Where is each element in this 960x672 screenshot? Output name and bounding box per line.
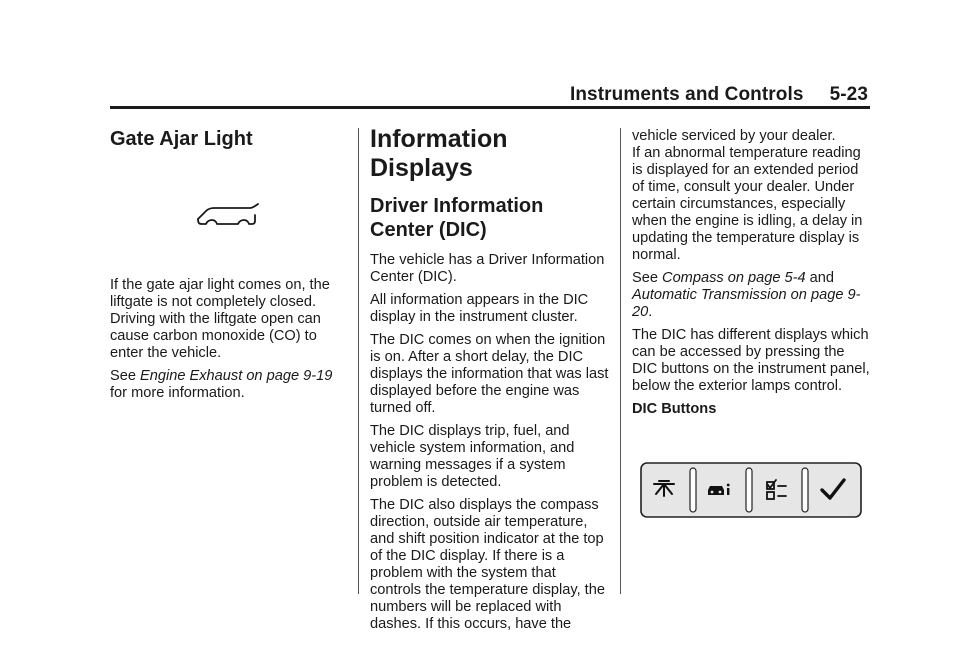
- column-3: [632, 128, 872, 424]
- see-and: and: [805, 270, 835, 286]
- dic-buttons-label: DIC Buttons: [632, 401, 717, 417]
- dic-see-paragraph: [632, 270, 872, 321]
- section-title: Instruments and Controls: [569, 84, 804, 105]
- dic-heading: Driver Information Center (DIC): [370, 195, 544, 241]
- column-divider: [620, 128, 621, 594]
- dic-paragraph-4: The DIC displays trip, fuel, and vehicle system information, and warning messages if a system problem is detected.: [370, 423, 575, 490]
- compass-link[interactable]: Compass on page 5-4: [662, 270, 806, 286]
- column-2: [370, 125, 610, 639]
- gate-ajar-icon: [194, 197, 266, 229]
- column-1: [110, 128, 345, 408]
- automatic-transmission-link[interactable]: Automatic Transmission on page 9-20: [632, 287, 861, 320]
- dic-paragraph-7: If an abnormal temperature reading is displayed for an extended period of time, consult your dealer. Under certain circumstances, especially when the engine is idling, a delay in updating the temperature display is normal.: [632, 145, 863, 263]
- engine-exhaust-link[interactable]: Engine Exhaust on page 9-19: [140, 368, 333, 384]
- see-prefix: See: [110, 368, 141, 384]
- gate-ajar-icon-container: [110, 151, 345, 261]
- dic-paragraph-3: The DIC comes on when the ignition is on. After a short delay, the DIC displays the information that was last displayed before the engine was turned off.: [370, 332, 609, 416]
- see-prefix: See: [632, 270, 663, 286]
- dic-buttons-panel: [640, 462, 862, 518]
- page-number: 5-23: [829, 84, 868, 105]
- dic-paragraph-1: The vehicle has a Driver Information Center (DIC).: [370, 252, 605, 285]
- dic-paragraph-8: The DIC has different displays which can be accessed by pressing the DIC buttons on the instrument panel, below the exterior lamps control.: [632, 327, 870, 394]
- gate-ajar-body: If the gate ajar light comes on, the liftgate is not completely closed. Driving with the liftgate open can cause carbon monoxide (CO) to enter the vehicle.: [110, 277, 330, 361]
- header-rule: [110, 106, 870, 109]
- gate-ajar-heading: Gate Ajar Light: [110, 128, 253, 150]
- see-suffix: for more information.: [110, 385, 245, 401]
- column-divider: [358, 128, 359, 594]
- see-suffix: .: [648, 304, 653, 320]
- gate-ajar-see: [110, 368, 345, 402]
- page-header: [0, 84, 868, 106]
- dic-paragraph-2: All information appears in the DIC display in the instrument cluster.: [370, 292, 589, 325]
- dic-paragraph-5: The DIC also displays the compass direction, outside air temperature, and shift position indicator at the top of the DIC display. If there is a problem with the system that controls the temperature display, the numbers will be replaced with dashes. If this occurs, have the: [370, 497, 605, 632]
- dic-paragraph-6: vehicle serviced by your dealer.: [632, 128, 836, 144]
- information-displays-heading: Information Displays: [370, 125, 508, 182]
